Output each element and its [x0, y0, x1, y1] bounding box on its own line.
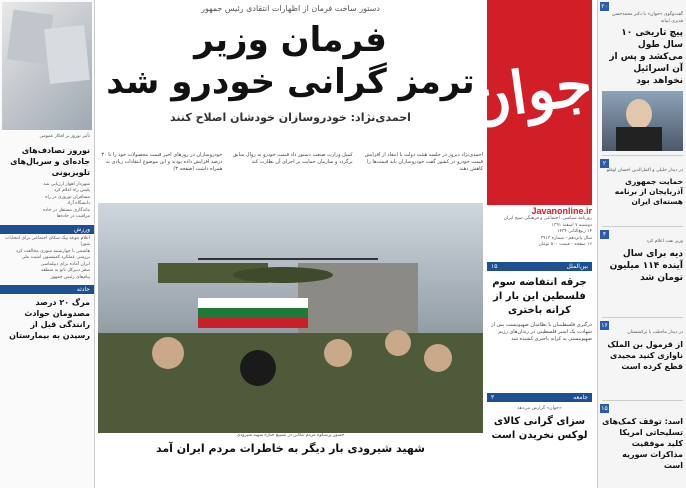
- list-item[interactable]: سفر دبیرکل ناتو به منطقه: [41, 268, 90, 273]
- lead-text: [98, 152, 483, 200]
- subhead: احمدی‌نژاد: خودروسازان خودشان اصلاح کنند: [170, 111, 411, 124]
- story-kicker: «جوان» گزارش می‌دهد: [517, 406, 562, 411]
- section-label: ورزش: [73, 225, 90, 233]
- list-item[interactable]: بررسی عملکرد کمیسیون امنیت ملی: [21, 255, 90, 260]
- photo-caption: [98, 433, 483, 468]
- issue: ۱۴ ربیع‌الثانی ۱۴۳۴: [557, 229, 592, 234]
- left-column: [0, 0, 95, 488]
- right-story-1[interactable]: [598, 0, 686, 155]
- page-number-badge: ۲۰: [601, 3, 608, 10]
- section-bar-incident: [0, 285, 94, 294]
- mid-column: [487, 262, 592, 488]
- section-bar-society: [487, 393, 592, 402]
- meta: سال پانزدهم - شماره ۳۹۱۳: [540, 235, 592, 241]
- section-bar-international: [487, 262, 592, 271]
- page-number-badge: ۲: [600, 159, 609, 168]
- right-story-5[interactable]: [598, 402, 686, 488]
- lead-paragraph-1: احمدی‌نژاد دیروز در جلسه هیئت دولت با انتقاد از افزایش قیمت خودرو در کشور گفت خودروسازان باید قیمت‌ها را کاهش دهند: [364, 152, 483, 172]
- price: ۱۶ صفحه - قیمت ۵۰۰ تومان: [538, 242, 592, 247]
- story-kicker: وزیر نفت اعلام کرد: [646, 239, 683, 244]
- list-item[interactable]: اعلام موعد پیک سکای اجتماعی برای انتخابات شورا: [5, 235, 90, 247]
- caption-small: حضور پرشکوه مردم تنکابن در تشییع جنازه شهید شیرودی: [236, 433, 345, 438]
- story-title: از قرمول بن الملک ناوازی کنید مجیدی قطع کرده است: [607, 339, 683, 371]
- story-title: اسد: توقف کمک‌های تسلیحاتی امریکا کلید موفقیت مذاکرات سوریه است: [602, 417, 683, 470]
- story-kicker: در دیدار ماه‌طب با ترکمنستان: [627, 330, 683, 335]
- section-label: حادثه: [76, 286, 90, 293]
- funeral-photo-illustration: [98, 203, 483, 433]
- story-headline[interactable]: سزای گرانی کالای لوکس نخریدن است: [491, 415, 588, 441]
- divider: [602, 317, 683, 318]
- right-column: [597, 0, 686, 488]
- list-item[interactable]: دانشگاه آزاد: [67, 201, 90, 206]
- news-list-1: [0, 180, 94, 223]
- list-item[interactable]: ماندگاری مستقل در جاده: [42, 207, 90, 213]
- logo-text: جوان: [463, 49, 597, 134]
- list-item[interactable]: مسافران نوروزی در راه: [45, 194, 90, 200]
- divider: [602, 226, 683, 227]
- main-photo[interactable]: [98, 203, 483, 433]
- list-item[interactable]: مراقبت در جاده‌ها: [56, 214, 90, 219]
- story-body: درگیری فلسطینیان با نظامیان صهیونیست پس از شهادت یک اسیر فلسطینی در زندان‌های رژیم صهیونیستی به کرانه باختری کشیده شد: [491, 322, 592, 342]
- list-item[interactable]: ایران آماده برای دیپلماسی: [40, 261, 90, 267]
- list-item[interactable]: پلیس راه اعلام کرد: [54, 188, 90, 193]
- portrait-photo: [602, 91, 683, 151]
- story-title: حمایت جمهوری آذربایجان از برنامه هسته‌ای ایران: [614, 176, 683, 206]
- photo-caption: تأثیر نوروز بر افکار عمومی: [39, 134, 90, 139]
- page-number-badge: ۴: [600, 230, 609, 239]
- news-list-2: [0, 234, 94, 284]
- story-kicker: در دیدار جلیلی و اکمل‌الدین احسان اوغلو: [606, 168, 683, 173]
- story-kicker: گفت‌وگوی «جوان» با دکتر محمدحسن قدیری ابیانه: [611, 12, 683, 24]
- page-number-badge: ۱۵: [601, 405, 608, 412]
- section-headline[interactable]: نوروز تصادف‌های جاده‌ای و سریال‌های تلویزیونی: [10, 145, 90, 177]
- subtitle: روزنامه سیاسی، اجتماعی و فرهنگی صبح ایران: [503, 216, 592, 221]
- magazine-photo: [2, 2, 92, 130]
- section-label: جامعه: [573, 394, 588, 401]
- divider: [602, 400, 683, 401]
- headline-line1[interactable]: فرمان وزیر: [194, 20, 387, 60]
- main-headline-area: [98, 0, 483, 150]
- list-item[interactable]: پیام‌های رئیس جمهور: [50, 274, 90, 280]
- website[interactable]: Javanonline.ir: [531, 206, 592, 216]
- story-title: دیه برای سال آینده ۱۱۴ میلیون تومان شد: [609, 248, 683, 283]
- right-story-2[interactable]: [598, 157, 686, 225]
- page-number-badge: ۱۶: [601, 322, 608, 329]
- lead-paragraph-3: خودروسازان در روزهای اخیر قیمت محصولات خود را تا ۳۰ درصد افزایش داده بودند و این موضوع انتقادات زیادی به همراه داشت (صفحه ۳): [101, 152, 223, 172]
- section-page: ۱۵: [491, 263, 498, 270]
- story-title: پیچ تاریخی ۱۰ سال طول می‌کشد و پس از آن اسرائیل نخواهد بود: [609, 28, 683, 86]
- right-story-3[interactable]: [598, 228, 686, 316]
- kicker: دستور ساخت فرمان از اظهارات انتقادی رئیس جمهور: [201, 4, 380, 13]
- story-headline[interactable]: جرقه انتفاضه سوم فلسطین این بار از کرانه باختری: [492, 277, 587, 316]
- masthead-logo: [463, 0, 597, 205]
- masthead-info: [487, 206, 592, 261]
- headline-line2[interactable]: ترمز گرانی خودرو شد: [106, 62, 475, 102]
- date: دوشنبه ۷ اسفند ۱۳۹۱: [551, 222, 592, 228]
- list-item[interactable]: شهردار اهواز ارزیابی شد: [43, 181, 90, 187]
- right-story-4[interactable]: [598, 319, 686, 399]
- section-page: ۳: [491, 394, 495, 401]
- section-bar-sport: [0, 225, 94, 234]
- divider: [602, 155, 683, 156]
- lead-paragraph-2: کمیل وزارت صنعت دستور داد قیمت خودرو به روال سابق برگردد و سازمان حمایت بر اجرای آن نظارت کند: [232, 152, 353, 165]
- list-item[interactable]: هاشمی با چهارشنبه سوری مخالفت کرد: [15, 248, 90, 254]
- caption-main[interactable]: شهید شیرودی بار دیگر به خاطرات مردم ایران آمد: [156, 441, 425, 455]
- section-label: بین‌الملل: [566, 263, 588, 270]
- incident-headline[interactable]: مرگ ۲۰ درصد مصدومان حوادث رانندگی قبل از رسیدن به بیمارستان: [9, 298, 90, 340]
